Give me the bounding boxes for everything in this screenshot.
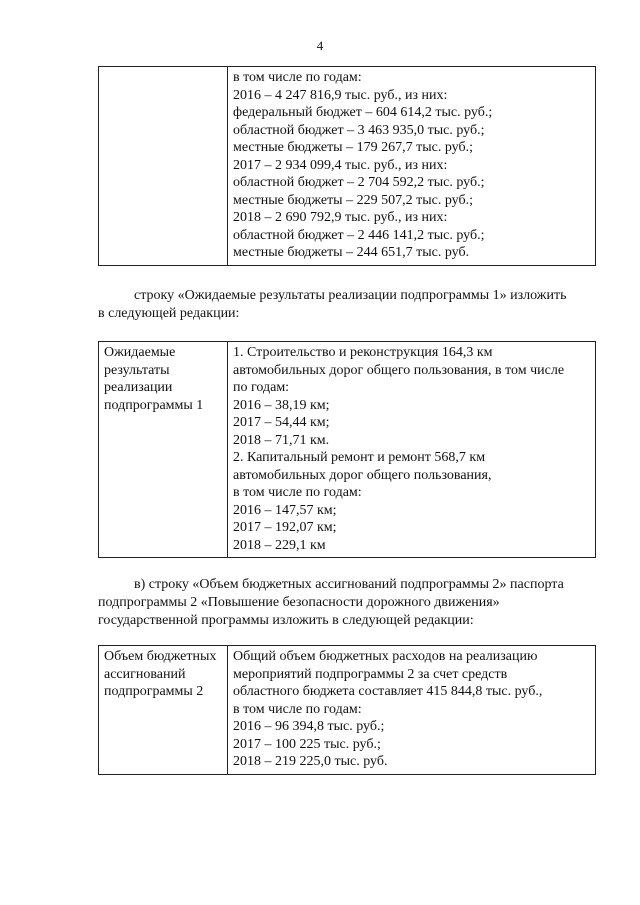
table-value-cell	[228, 67, 596, 266]
paragraph-line: подпрограммы 2 «Повышение безопасности дорожного движения»	[98, 595, 500, 610]
table-line: 2016 – 96 394,8 тыс. руб.;	[233, 719, 385, 734]
table-line: 2016 – 38,19 км;	[233, 397, 330, 413]
label-line: реализации	[104, 380, 173, 395]
table-label-cell	[99, 67, 228, 266]
table-label-cell	[99, 646, 228, 775]
paragraph-line: государственной программы изложить в следующей редакции:	[98, 613, 474, 628]
table-line: по годам:	[233, 380, 290, 395]
budget-allocations-table	[98, 645, 596, 775]
paragraph-budget-allocations	[98, 576, 594, 630]
paragraph-expected-results	[98, 287, 594, 323]
table-value-cell	[228, 646, 596, 775]
table-line: в том числе по годам:	[233, 70, 362, 85]
table-line: областной бюджет – 2 704 592,2 тыс. руб.;	[233, 175, 485, 190]
table-line: 2017 – 192,07 км;	[233, 520, 337, 535]
table-value-cell	[228, 342, 596, 558]
page-number: 4	[316, 38, 324, 53]
table-line: 2017 – 100 225 тыс. руб.;	[233, 736, 381, 752]
label-line: Объем бюджетных	[104, 649, 217, 664]
label-line: ассигнований	[104, 666, 186, 682]
table-line: 2018 – 71,71 км.	[233, 432, 330, 448]
table-line: 2016 – 4 247 816,9 тыс. руб., из них:	[233, 87, 448, 103]
expected-results-table	[98, 341, 596, 558]
table-line: 2016 – 147,57 км;	[233, 502, 337, 518]
table-line: автомобильных дорог общего пользования, в том числе	[233, 362, 565, 378]
paragraph-line: в) строку «Объем бюджетных ассигнований подпрограммы 2» паспорта	[134, 577, 564, 592]
table-line: местные бюджеты – 244 651,7 тыс. руб.	[233, 245, 470, 260]
table-line: 1. Строительство и реконструкция 164,3 км	[233, 345, 493, 360]
table-line: 2. Капитальный ремонт и ремонт 568,7 км	[233, 450, 486, 465]
funding-table-continued	[98, 66, 596, 266]
table-line: 2017 – 2 934 099,4 тыс. руб., из них:	[233, 157, 448, 173]
table-line: Общий объем бюджетных расходов на реализацию	[233, 649, 538, 664]
table-line: местные бюджеты – 179 267,7 тыс. руб.;	[233, 140, 473, 155]
paragraph-line: строку «Ожидаемые результаты реализации подпрограммы 1» изложить	[134, 288, 567, 303]
table-line: местные бюджеты – 229 507,2 тыс. руб.;	[233, 192, 473, 208]
table-line: в том числе по годам:	[233, 701, 362, 717]
table-line: федеральный бюджет – 604 614,2 тыс. руб.;	[233, 105, 493, 120]
table-line: 2018 – 219 225,0 тыс. руб.	[233, 754, 388, 769]
table-line: областной бюджет – 3 463 935,0 тыс. руб.;	[233, 122, 485, 138]
table-line: автомобильных дорог общего пользования,	[233, 467, 492, 483]
table-label-cell	[99, 342, 228, 558]
table-line: 2017 – 54,44 км;	[233, 415, 330, 430]
label-line: Ожидаемые	[104, 345, 176, 360]
table-line: областной бюджет – 2 446 141,2 тыс. руб.;	[233, 227, 485, 243]
label-line: подпрограммы 2	[104, 684, 204, 699]
label-line: результаты	[104, 362, 170, 378]
table-line: 2018 – 2 690 792,9 тыс. руб., из них:	[233, 210, 448, 225]
table-line: областного бюджета составляет 415 844,8 тыс. руб.,	[233, 684, 543, 699]
table-line: в том числе по годам:	[233, 485, 362, 500]
paragraph-line: в следующей редакции:	[98, 306, 240, 321]
table-line: 2018 – 229,1 км	[233, 537, 326, 553]
table-line: мероприятий подпрограммы 2 за счет средств	[233, 666, 508, 682]
label-line: подпрограммы 1	[104, 397, 204, 413]
